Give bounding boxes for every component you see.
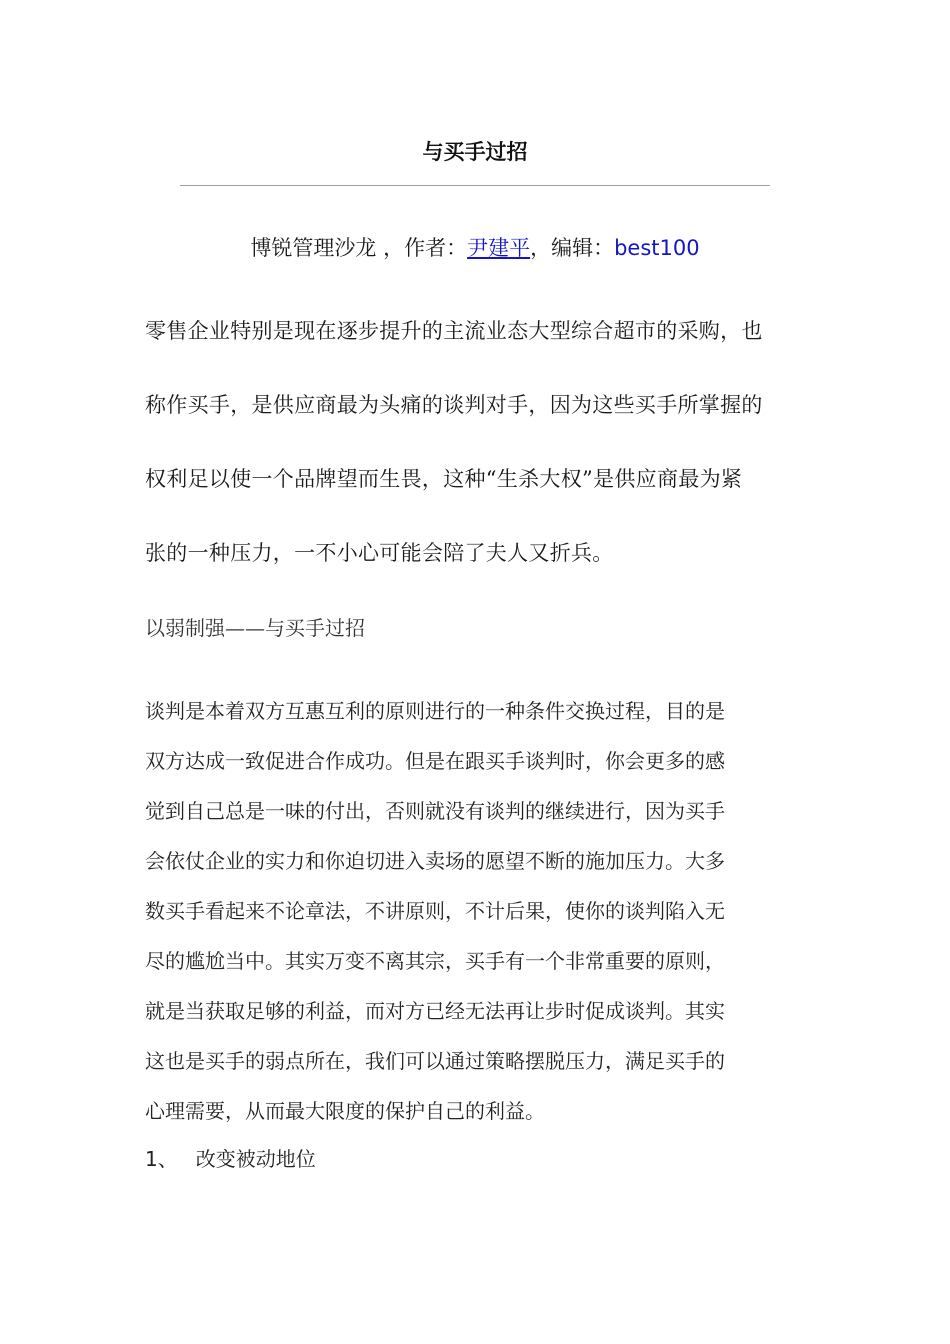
byline-editor-label: ，编辑： [530, 236, 615, 260]
body-line: 尽的尴尬当中。其实万变不离其宗，买手有一个非常重要的原则， [145, 949, 725, 973]
intro-line: 权利足以使一个品牌望而生畏，这种“生杀大权”是供应商最为紧 [145, 467, 743, 491]
intro-line: 张的一种压力，一不小心可能会陪了夫人又折兵。 [145, 541, 614, 565]
intro-line: 零售企业特别是现在逐步提升的主流业态大型综合超市的采购，也 [145, 319, 763, 343]
intro-line: 称作买手，是供应商最为头痛的谈判对手，因为这些买手所掌握的 [145, 393, 763, 417]
body-line: 谈判是本着双方互惠互利的原则进行的一种条件交换过程，目的是 [145, 699, 725, 723]
list-item-number: 1、 [145, 1147, 178, 1171]
body-line: 双方达成一致促进合作成功。但是在跟买手谈判时，你会更多的感 [145, 749, 725, 773]
byline [0, 232, 950, 262]
byline-source: 博锐管理沙龙 [250, 236, 377, 260]
body-line: 数买手看起来不论章法，不讲原则，不计后果，使你的谈判陷入无 [145, 899, 725, 923]
byline-editor: best100 [614, 236, 700, 260]
body-line: 就是当获取足够的利益，而对方已经无法再让步时促成谈判。其实 [145, 999, 725, 1023]
author-link[interactable]: 尹建平 [467, 236, 531, 260]
title-divider [180, 185, 770, 186]
list-item [145, 1143, 316, 1172]
list-item-text: 改变被动地位 [195, 1147, 316, 1171]
body-line: 觉到自己总是一味的付出，否则就没有谈判的继续进行，因为买手 [145, 799, 725, 823]
byline-author-label: ，作者： [376, 236, 468, 260]
document-title: 与买手过招 [422, 140, 528, 164]
intro-paragraph [145, 294, 810, 590]
body-line: 心理需要，从而最大限度的保护自己的利益。 [145, 1099, 545, 1123]
section-heading: 以弱制强——与买手过招 [145, 616, 365, 640]
body-line: 会依仗企业的实力和你迫切进入卖场的愿望不断的施加压力。大多 [145, 849, 725, 873]
body-paragraph [145, 686, 805, 1136]
body-line: 这也是买手的弱点所在，我们可以通过策略摆脱压力，满足买手的 [145, 1049, 725, 1073]
